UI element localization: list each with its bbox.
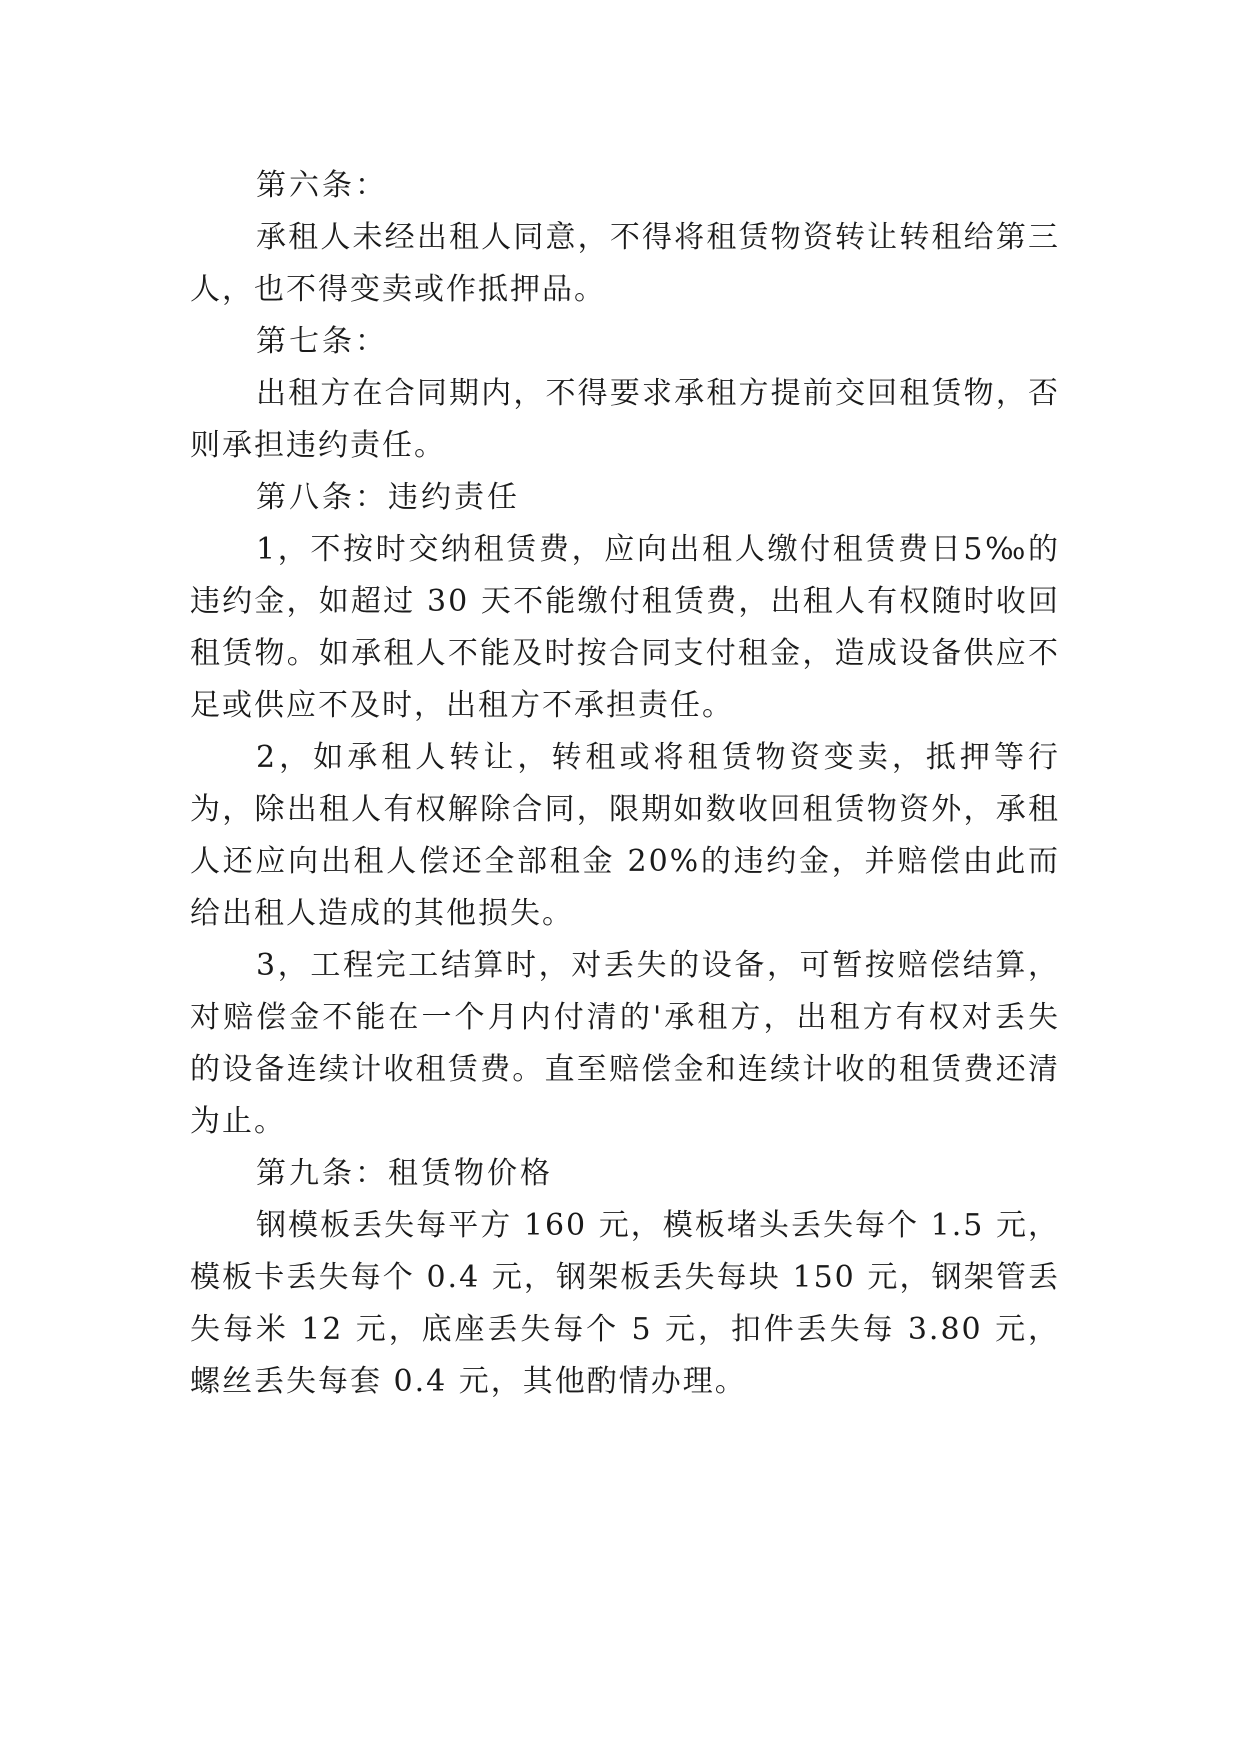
article-6-heading: 第六条： [256, 168, 388, 203]
article-8-clause-1: 1，不按时交纳租赁费，应向出租人缴付租赁费日5‰的违约金，如超过 30 天不能缴付租赁费，出租人有权随时收回租赁物。如承租人不能及时按合同支付租金，造成设备供应不足或供应不及时，出租方不承担责任。 [190, 532, 1060, 723]
article-6-text: 承租人未经出租人同意，不得将租赁物资转让转租给第三人，也不得变卖或作抵押品。 [190, 220, 1060, 307]
article-7-text: 出租方在合同期内，不得要求承租方提前交回租赁物，否则承担违约责任。 [190, 376, 1060, 463]
article-8-clause-2: 2，如承租人转让，转租或将租赁物资变卖，抵押等行为，除出租人有权解除合同，限期如数收回租赁物资外，承租人还应向出租人偿还全部租金 20%的违约金，并赔偿由此而给出租人造成的其他损失。 [190, 740, 1060, 931]
article-8-heading: 第八条：违约责任 [256, 480, 520, 515]
article-9-heading: 第九条：租赁物价格 [256, 1156, 553, 1191]
article-9-text: 钢模板丢失每平方 160 元，模板堵头丢失每个 1.5 元，模板卡丢失每个 0.4 元，钢架板丢失每块 150 元，钢架管丢失每米 12 元，底座丢失每个 5 元，扣件丢失每 3.80 元，螺丝丢失每套 0.4 元，其他酌情办理。 [190, 1208, 1060, 1399]
article-7-heading: 第七条： [256, 324, 388, 359]
document-body [190, 160, 1060, 1408]
article-8-clause-3: 3，工程完工结算时，对丢失的设备，可暂按赔偿结算，对赔偿金不能在一个月内付清的'承租方，出租方有权对丢失的设备连续计收租赁费。直至赔偿金和连续计收的租赁费还清为止。 [190, 948, 1060, 1139]
